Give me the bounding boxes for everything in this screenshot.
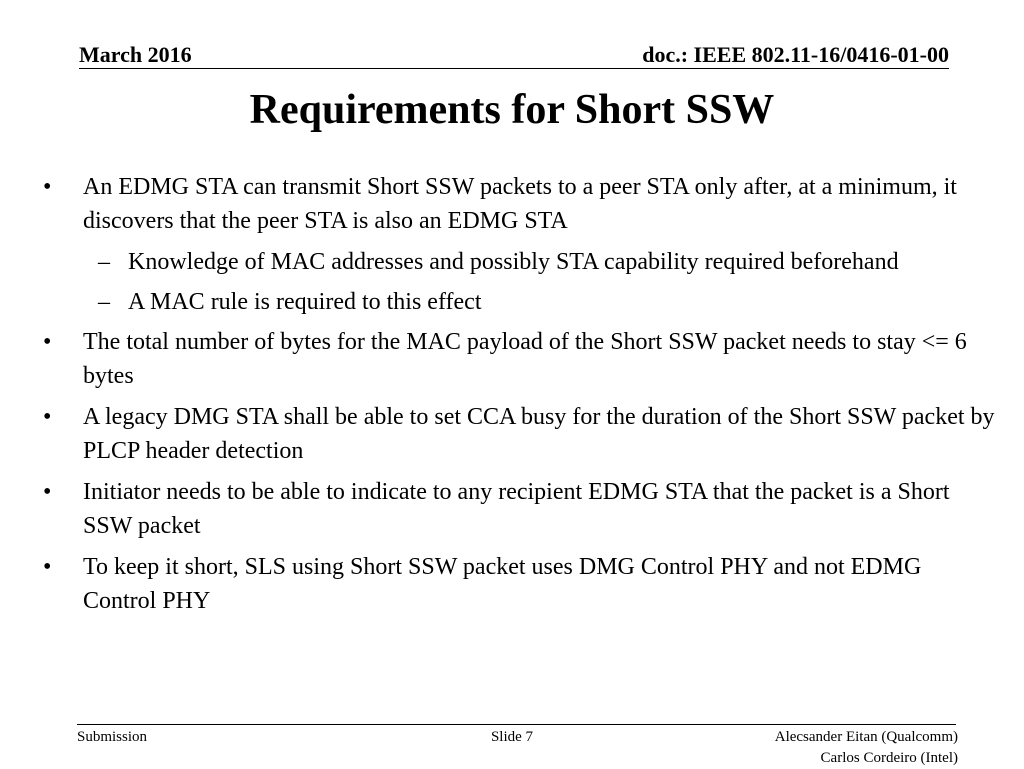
bullet-marker: • xyxy=(43,404,52,430)
sub-bullet-marker: – xyxy=(98,249,110,275)
bullet-text: An EDMG STA can transmit Short SSW packets to a peer STA only after, at a minimum, it discovers that the peer STA is also an EDMG STA xyxy=(83,174,957,234)
bullet-marker: • xyxy=(43,554,52,580)
footer-author-1: Alecsander Eitan (Qualcomm) xyxy=(774,729,958,745)
header-doc-id: doc.: IEEE 802.11-16/0416-01-00 xyxy=(642,42,949,67)
bullet-marker: • xyxy=(43,329,52,355)
bullet-text: A legacy DMG STA shall be able to set CCA busy for the duration of the Short SSW packet by PLCP header detection xyxy=(83,404,995,464)
bullet-item xyxy=(40,170,1000,238)
footer-submission: Submission xyxy=(77,729,148,745)
sub-bullet-item xyxy=(40,245,1000,279)
bullet-marker: • xyxy=(43,479,52,505)
bullet-marker: • xyxy=(43,174,52,200)
header-date: March 2016 xyxy=(79,42,192,67)
bullet-text: To keep it short, SLS using Short SSW packet uses DMG Control PHY and not EDMG Control PHY xyxy=(83,554,922,614)
bullet-item xyxy=(40,400,1000,468)
sub-bullet-text: A MAC rule is required to this effect xyxy=(128,289,482,315)
bullet-text: Initiator needs to be able to indicate to any recipient EDMG STA that the packet is a Short SSW packet xyxy=(83,479,950,539)
footer-author-2: Carlos Cordeiro (Intel) xyxy=(820,750,958,766)
sub-bullet-marker: – xyxy=(98,289,110,315)
bullet-item xyxy=(40,550,1000,618)
footer-divider xyxy=(77,724,956,725)
bullet-text: The total number of bytes for the MAC payload of the Short SSW packet needs to stay <= 6 bytes xyxy=(83,329,967,389)
bullet-item xyxy=(40,475,1000,543)
bullet-item xyxy=(40,325,1000,393)
sub-bullet-item xyxy=(40,285,1000,319)
sub-bullet-text: Knowledge of MAC addresses and possibly STA capability required beforehand xyxy=(128,249,899,275)
footer-authors xyxy=(775,727,958,769)
header-divider xyxy=(79,68,949,69)
slide-title: Requirements for Short SSW xyxy=(249,87,775,133)
bullet-list xyxy=(40,170,1000,625)
footer-slide-number: Slide 7 xyxy=(490,729,534,745)
